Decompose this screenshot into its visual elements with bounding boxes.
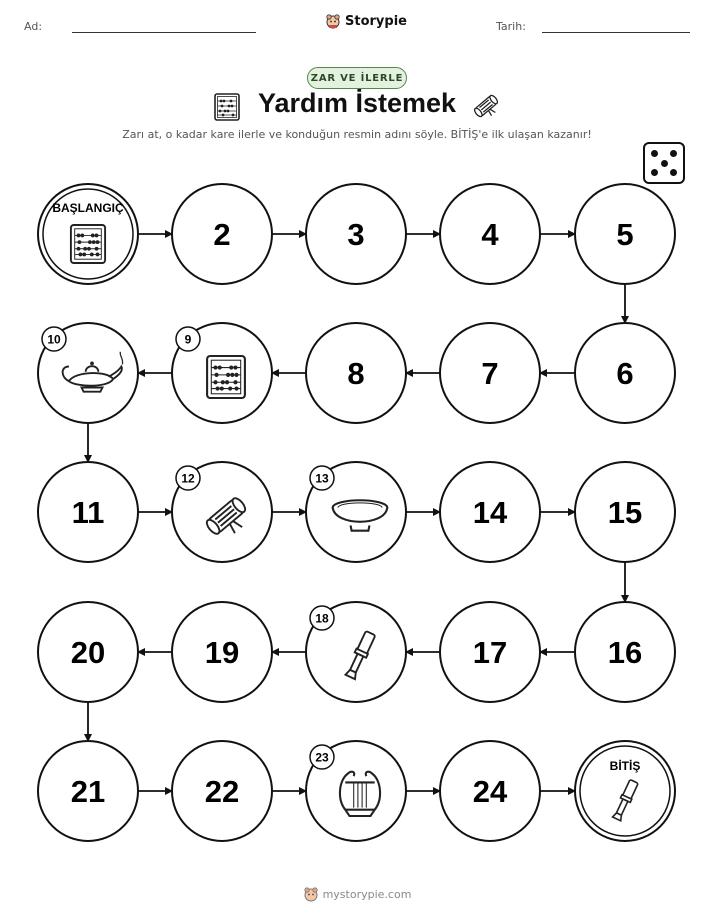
cell-number: 16 (607, 635, 643, 670)
board-cell[interactable] (440, 462, 540, 562)
cell-number: 5 (616, 217, 634, 252)
cell-number: 18 (315, 611, 329, 626)
footer (0, 886, 714, 902)
board-cell[interactable] (575, 184, 675, 284)
board-cell[interactable] (575, 602, 675, 702)
board-cell[interactable] (306, 184, 406, 284)
cell-number: 21 (70, 774, 106, 809)
cell-number: 14 (472, 495, 508, 530)
cell-number: 15 (607, 495, 643, 530)
cell-number: 22 (204, 774, 240, 809)
board-cell[interactable] (172, 741, 272, 841)
board-cell[interactable] (38, 741, 138, 841)
cell-number: 17 (472, 635, 508, 670)
board-cell[interactable] (172, 323, 272, 423)
cell-number: 11 (71, 495, 105, 530)
board-cell[interactable] (38, 462, 138, 562)
name-label: Ad: (24, 20, 43, 33)
board-cell[interactable] (172, 462, 272, 562)
board-cell[interactable] (306, 602, 406, 702)
storypie-mascot-icon (303, 886, 319, 902)
board-cell[interactable] (38, 323, 138, 423)
board-cell[interactable] (38, 602, 138, 702)
finish-cell[interactable] (575, 741, 675, 841)
board-cell[interactable] (440, 602, 540, 702)
cell-number: 12 (181, 471, 195, 486)
cell-number: 2 (213, 217, 231, 252)
brand-name: Storypie (345, 13, 407, 29)
cell-number: 3 (347, 217, 365, 252)
start-cell[interactable] (38, 184, 138, 284)
cell-number: 19 (204, 635, 240, 670)
board-cell[interactable] (575, 323, 675, 423)
board-cell[interactable] (172, 602, 272, 702)
cell-number: 9 (184, 332, 192, 347)
cell-number: 23 (315, 750, 329, 765)
cell-number: 24 (472, 774, 508, 809)
cell-number: 6 (616, 356, 634, 391)
board-cell[interactable] (440, 741, 540, 841)
board-cell[interactable] (575, 462, 675, 562)
board-cell[interactable] (172, 184, 272, 284)
date-label: Tarih: (496, 20, 526, 33)
board-cell[interactable] (440, 323, 540, 423)
finish-label: BİTİŞ (609, 759, 641, 773)
cell-number: 13 (315, 471, 329, 486)
page-title: Yardım İstemek (257, 88, 457, 118)
cell-number: 10 (47, 332, 61, 347)
cell-number: 20 (70, 635, 106, 670)
footer-url[interactable]: mystorypie.com (322, 887, 412, 901)
cell-number: 8 (347, 356, 365, 391)
instructions-text: Zarı at, o kadar kare ilerle ve konduğun resmin adını söyle. BİTİŞ'e ilk ulaşan kazanır! (122, 128, 592, 141)
board-cell[interactable] (306, 741, 406, 841)
board-cells (38, 184, 675, 841)
cell-number: 4 (481, 217, 499, 252)
abacus-icon (207, 356, 245, 398)
board-cell[interactable] (306, 323, 406, 423)
cell-number: 7 (481, 356, 499, 391)
board-cell[interactable] (440, 184, 540, 284)
game-type-badge: ZAR VE İLERLE (307, 67, 407, 89)
abacus-icon (71, 225, 105, 263)
start-label: BAŞLANGIÇ (52, 201, 124, 215)
board-cell[interactable] (306, 462, 406, 562)
